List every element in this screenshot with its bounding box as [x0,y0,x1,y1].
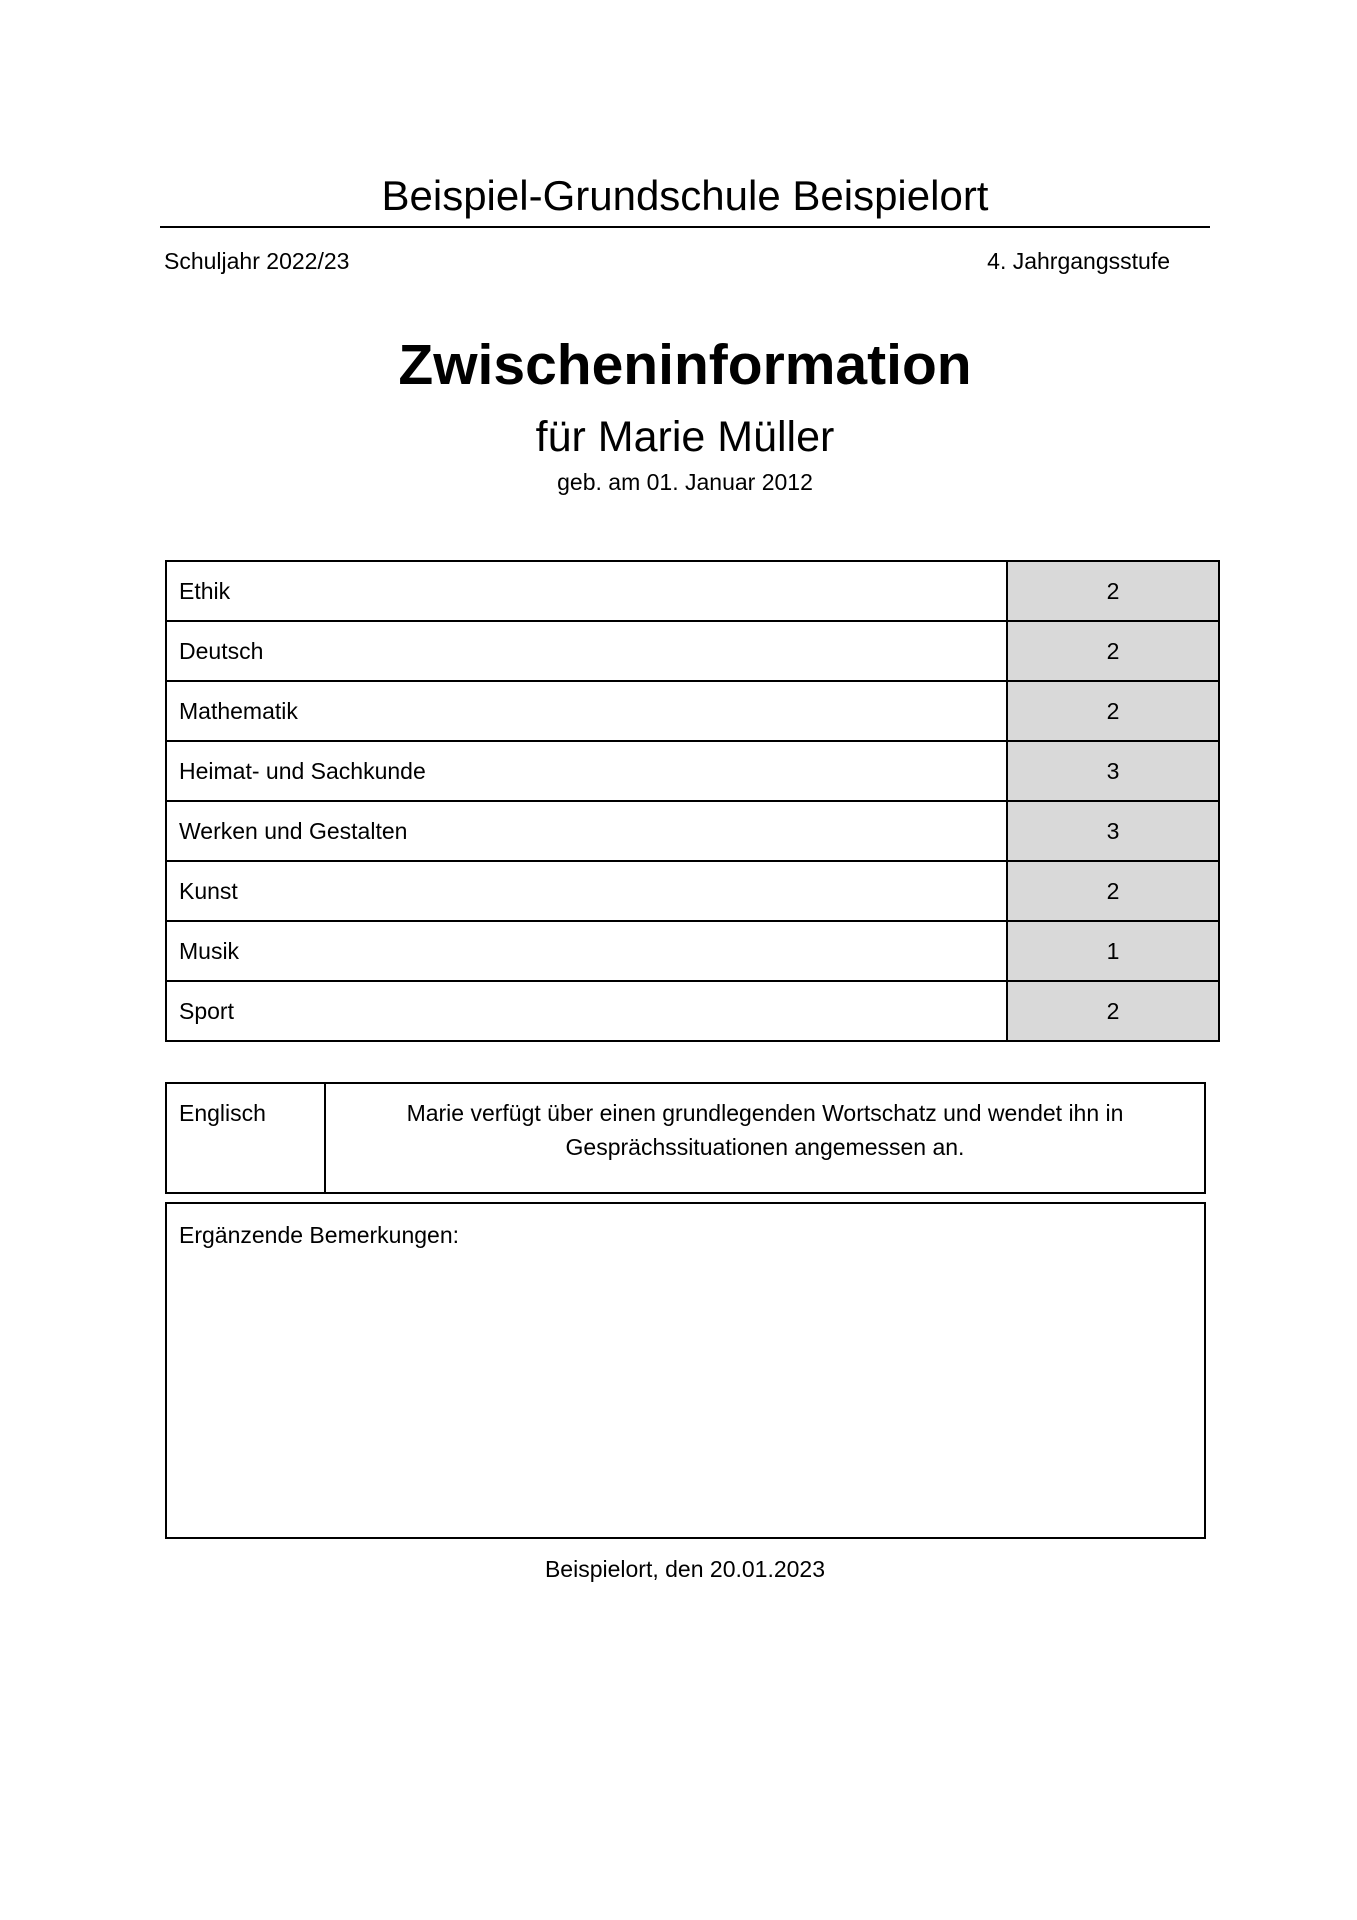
table-row [166,981,1219,1041]
subject-name: Ethik [166,561,1007,621]
subject-name: Werken und Gestalten [166,801,1007,861]
english-assessment-table [165,1082,1206,1194]
subject-name: Kunst [166,861,1007,921]
table-row [166,861,1219,921]
subject-name: Deutsch [166,621,1007,681]
subject-grade: 2 [1007,981,1219,1041]
subject-name: Mathematik [166,681,1007,741]
document-title: Zwischeninformation [398,333,972,397]
english-label: Englisch [166,1083,325,1193]
table-row [166,561,1219,621]
remarks-box [165,1202,1206,1539]
student-name: für Marie Müller [535,413,835,461]
subject-name: Musik [166,921,1007,981]
subject-grade: 3 [1007,801,1219,861]
table-row [166,801,1219,861]
place-and-date: Beispielort, den 20.01.2023 [544,1556,826,1582]
subject-grade: 3 [1007,741,1219,801]
table-row [166,621,1219,681]
remarks-label: Ergänzende Bemerkungen: [179,1222,460,1248]
subject-name: Heimat- und Sachkunde [166,741,1007,801]
grades-table [165,560,1220,1042]
school-year: Schuljahr 2022/23 [164,248,350,274]
subject-name: Sport [166,981,1007,1041]
subject-grade: 2 [1007,681,1219,741]
table-row [166,1083,1205,1193]
subject-grade: 1 [1007,921,1219,981]
subject-grade: 2 [1007,621,1219,681]
school-name: Beispiel-Grundschule Beispielort [381,172,989,219]
birth-date: geb. am 01. Januar 2012 [557,469,813,495]
subject-grade: 2 [1007,561,1219,621]
table-row [166,921,1219,981]
english-assessment-text: Marie verfügt über einen grundlegenden Wortschatz und wendet ihn in Gesprächssituationen angemessen an. [325,1083,1205,1193]
table-row [166,741,1219,801]
subject-grade: 2 [1007,861,1219,921]
grade-level: 4. Jahrgangsstufe [987,248,1170,274]
table-row [166,681,1219,741]
header-divider [160,226,1210,228]
